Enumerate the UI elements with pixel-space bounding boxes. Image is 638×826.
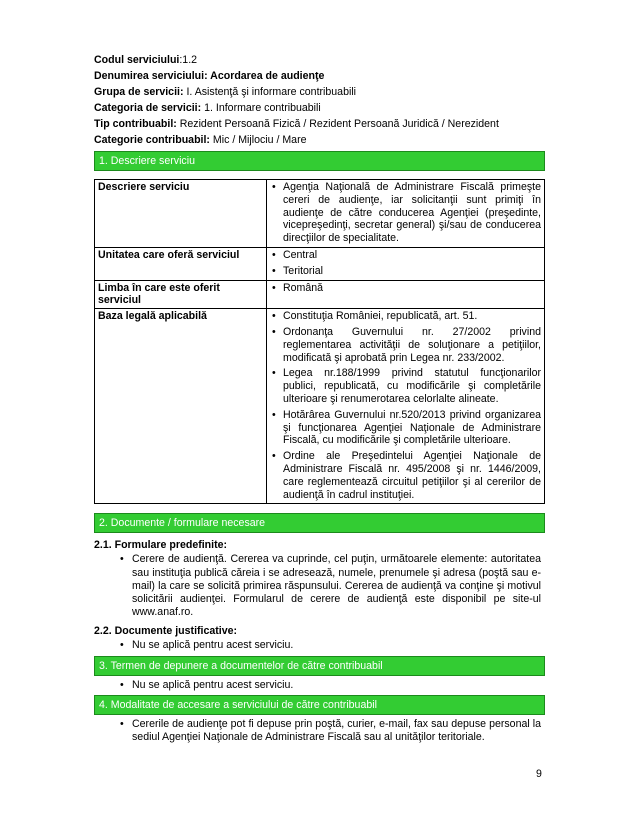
list-item: • Central xyxy=(270,249,541,262)
list-item: • Ordine ale Preşedintelui Agenţiei Naţionale de Administrare Fiscală nr. 495/2008 şi nr. 1446/2009, care reglementează circuitul petiţiilor şi al cererilor de audienţă în cadrul instituţiei. xyxy=(270,450,541,501)
subheading-forms: 2.1. Formulare predefinite: xyxy=(94,539,228,552)
row-content xyxy=(267,280,545,309)
table-row xyxy=(95,309,545,504)
service-name: Denumirea serviciului: Acordarea de audienţe xyxy=(94,70,325,82)
page-number: 9 xyxy=(536,768,542,780)
row-label: Limba în care este oferit serviciul xyxy=(95,280,267,309)
section-header-description: 1. Descriere serviciu xyxy=(94,151,545,171)
row-content xyxy=(267,180,545,248)
service-category: Categoria de servicii: 1. Informare contribuabili xyxy=(94,102,321,114)
service-group: Grupa de servicii: I. Asistenţă şi informare contribuabili xyxy=(94,86,357,98)
list-item: • Nu se aplică pentru acest serviciu. xyxy=(94,679,541,692)
row-label: Baza legală aplicabilă xyxy=(95,309,267,504)
row-label: Unitatea care oferă serviciul xyxy=(95,247,267,280)
list-item: • Ordonanţa Guvernului nr. 27/2002 privind reglementarea activităţii de soluţionare a petiţiilor, modificată şi aprobată prin Legea nr. 233/2002. xyxy=(270,326,541,364)
row-content xyxy=(267,247,545,280)
list-item: • Hotărârea Guvernului nr.520/2013 privind organizarea şi funcţionarea Agenţiei Naţionale de Administrare Fiscală, cu modificările şi completările ulterioare. xyxy=(270,409,541,447)
row-content xyxy=(267,309,545,504)
document-page xyxy=(94,52,545,744)
service-code: Codul serviciului:1.2 xyxy=(94,54,198,66)
section-header-access: 4. Modalitate de accesare a serviciului de către contribuabil xyxy=(94,695,545,715)
section-header-deadline: 3. Termen de depunere a documentelor de către contribuabil xyxy=(94,656,545,676)
taxpayer-category: Categorie contribuabil: Mic / Mijlociu / Mare xyxy=(94,134,307,146)
section-header-documents: 2. Documente / formulare necesare xyxy=(94,513,545,533)
list-item: • Nu se aplică pentru acest serviciu. xyxy=(94,639,541,652)
table-row xyxy=(95,180,545,248)
list-item: • Constituţia României, republicată, art. 51. xyxy=(270,310,541,323)
service-table xyxy=(94,179,545,504)
table-row xyxy=(95,280,545,309)
list-item: • Agenţia Naţională de Administrare Fiscală primeşte cereri de audienţe, iar solicitanţii sunt primiţi în audienţe de către conducerea Agenţiei (preşedinte, vicepreşedinţi, secretar general) şi/sau de conducerea direcţiilor de specialitate. xyxy=(270,181,541,245)
taxpayer-type: Tip contribuabil: Rezident Persoană Fizică / Rezident Persoană Juridică / Nerezident xyxy=(94,118,499,130)
list-item: • Cererile de audienţe pot fi depuse prin poştă, curier, e-mail, fax sau depuse personal la sediul Agenţiei Naţionale de Administrare Fiscală sau al unităţilor teritoriale. xyxy=(94,718,541,744)
table-row xyxy=(95,247,545,280)
row-label: Descriere serviciu xyxy=(95,180,267,248)
subheading-justifying-documents: 2.2. Documente justificative: xyxy=(94,625,238,638)
list-item: • Teritorial xyxy=(270,265,541,278)
list-item: • Română xyxy=(270,282,541,295)
list-item: • Cerere de audienţă. Cererea va cuprinde, cel puţin, următoarele elemente: autoritatea sau instituţia publică căreia i se adresează, numele, prenumele şi adresa (poştă sau e-mail) la care se solicită primirea răspunsului. Cererea de audienţă va conţine şi motivul solicitării audienţei. Formularul de cerere de audienţă este disponibil pe site-ul www.anaf.ro. xyxy=(94,553,541,619)
list-item: • Legea nr.188/1999 privind statutul funcţionarilor publici, republicată, cu modificările şi completările ulterioare şi renumerotarea celorlalte alineate. xyxy=(270,367,541,405)
